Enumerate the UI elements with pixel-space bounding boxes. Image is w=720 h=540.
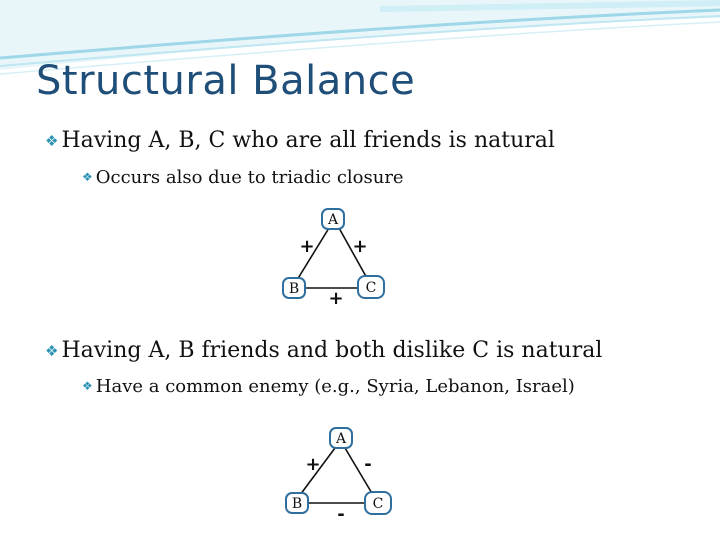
node-b-label: B xyxy=(291,496,303,512)
slide-title: Structural Balance xyxy=(36,58,416,104)
bullet-1-text: Having A, B, C who are all friends is natural xyxy=(61,128,555,153)
node-a-label: A xyxy=(335,431,347,447)
edge-ab-sign: + xyxy=(299,236,315,257)
bullet-marker-icon: ❖ xyxy=(45,342,59,360)
edge-ac-sign: - xyxy=(364,454,372,475)
bullet-marker-icon: ❖ xyxy=(82,170,93,184)
edge-bc-sign: + xyxy=(328,288,344,309)
bullet-2-text: Occurs also due to triadic closure xyxy=(95,167,404,188)
node-a-label: A xyxy=(327,212,339,228)
triad-diagram-common-enemy xyxy=(286,428,391,525)
triad-diagram-all-friends xyxy=(283,209,384,309)
edge-ac-sign: + xyxy=(352,236,368,257)
node-b-label: B xyxy=(288,281,300,297)
bullet-3-text: Having A, B friends and both dislike C is natural xyxy=(61,338,603,363)
edge-ab-sign: + xyxy=(305,454,321,475)
bullet-marker-icon: ❖ xyxy=(82,379,93,393)
bullet-marker-icon: ❖ xyxy=(45,132,59,150)
node-c-label: C xyxy=(372,496,384,512)
node-c-label: C xyxy=(365,280,377,296)
edge-bc-sign: - xyxy=(337,504,345,525)
bullet-4-text: Have a common enemy (e.g., Syria, Lebanon, Israel) xyxy=(95,376,575,397)
